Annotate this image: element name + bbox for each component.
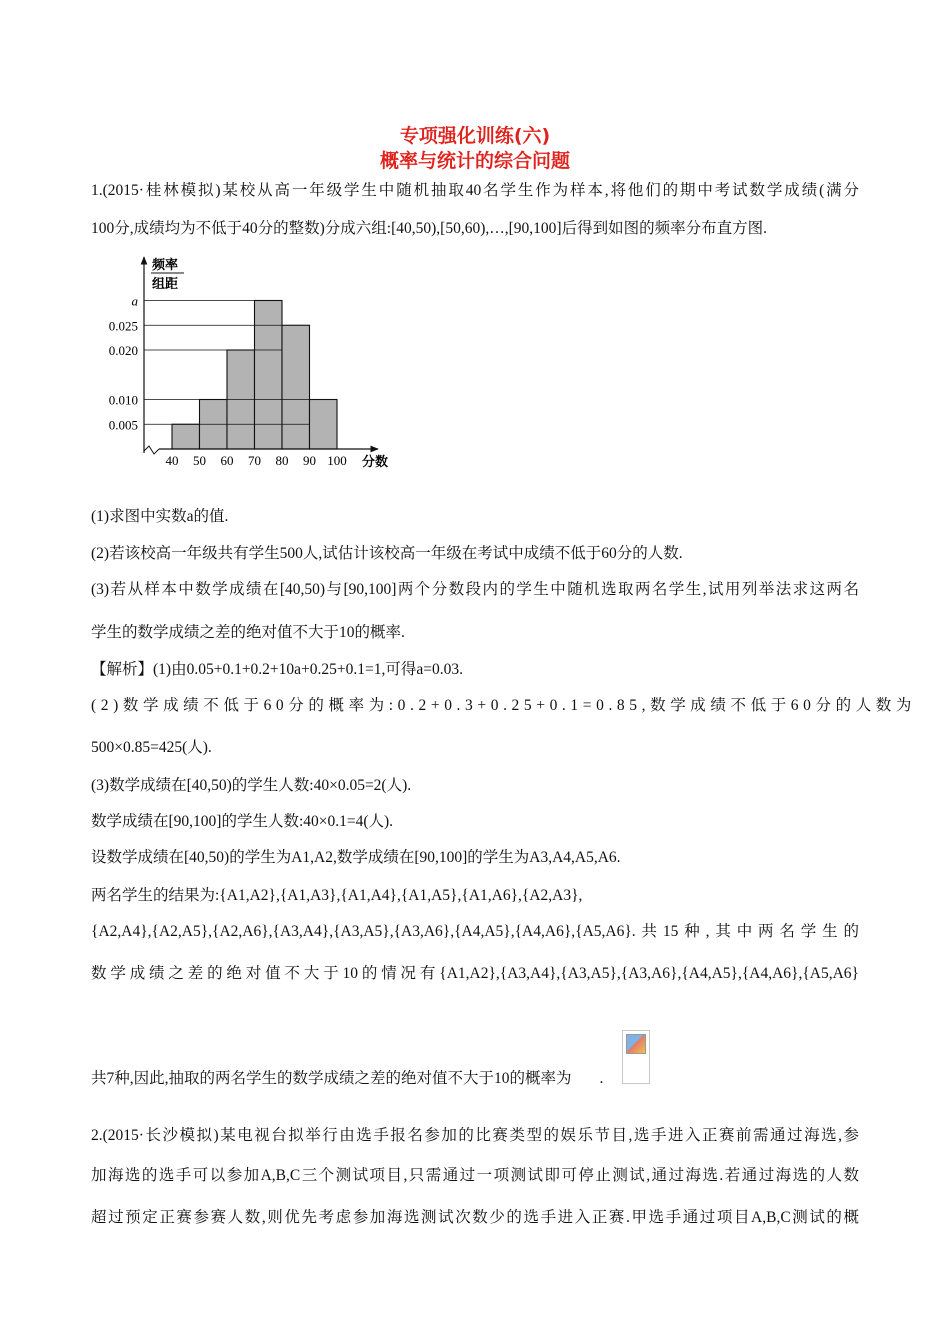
solution-part-2-line-2: 500×0.85=425(人).	[91, 739, 212, 756]
axis-break	[144, 446, 159, 454]
title-line-1: 专项强化训练(六)	[399, 125, 551, 147]
q1-part-3-line-1: (3)若从样本中数学成绩在[40,50)与[90,100]两个分数段内的学生中随机选取两名学生,试用列举法求这两名	[91, 581, 859, 598]
y-label-bottom: 组距	[152, 276, 179, 291]
x-tick-label: 90	[303, 453, 316, 468]
solution-part-3-line-5: {A2,A4},{A2,A5},{A2,A6},{A3,A4},{A3,A5},{A3,A6},{A4,A5},{A4,A6},{A5,A6}.共15种,其中两名学生的	[91, 923, 859, 940]
y-tick-label: 0.025	[108, 318, 138, 334]
y-tick-label: 0.020	[108, 343, 138, 358]
title-line-2: 概率与统计的综合问题	[379, 150, 570, 172]
y-tick-label: 0.010	[108, 392, 138, 408]
solution-part-3-line-3: 设数学成绩在[40,50)的学生为A1,A2,数学成绩在[90,100]的学生为A3,A4,A5,A6.	[91, 849, 621, 866]
x-tick-label: 80	[275, 453, 289, 468]
frequency-histogram	[96, 255, 400, 475]
x-tick-label: 70	[248, 453, 261, 468]
solution-part-1: 【解析】(1)由0.05+0.1+0.2+10a+0.25+0.1=1,可得a=0.03.	[91, 661, 464, 678]
histogram-bar-80-90	[282, 325, 310, 449]
q2-line-3: 超过预定正赛参赛人数,则优先考虑参加海选测试次数少的选手进入正赛.甲选手通过项目A,B,C测试的概	[91, 1209, 859, 1226]
x-tick-label: 40	[165, 453, 179, 468]
x-tick-label: 50	[193, 453, 206, 468]
q2-line-1: 2.(2015·长沙模拟)某电视台拟举行由选手报名参加的比赛类型的娱乐节目,选手进入正赛前需通过海选,参	[91, 1127, 859, 1144]
solution-part-3-line-6: 数学成绩之差的绝对值不大于10的情况有{A1,A2},{A3,A4},{A3,A5},{A3,A6},{A4,A5},{A4,A6},{A5,A6}	[91, 965, 859, 982]
q1-part-3-line-2: 学生的数学成绩之差的绝对值不大于10的概率.	[91, 624, 405, 641]
x-axis-label: 分数	[362, 454, 389, 469]
fraction-image-placeholder	[622, 1030, 650, 1084]
solution-part-3-line-2: 数学成绩在[90,100]的学生人数:40×0.1=4(人).	[91, 813, 394, 830]
histogram-bar-40-50	[172, 424, 200, 449]
x-tick-label: 60	[220, 453, 234, 468]
solution-part-3-line-1: (3)数学成绩在[40,50)的学生人数:40×0.05=2(人).	[91, 777, 412, 794]
solution-part-2-line-1: (2)数学成绩不低于60分的概率为:0.2+0.3+0.25+0.1=0.85,数学成绩不低于60分的人数为	[91, 697, 916, 714]
q1-line-1: 1.(2015·桂林模拟)某校从高一年级学生中随机抽取40名学生作为样本,将他们的期中考试数学成绩(满分	[91, 182, 859, 199]
broken-image-icon	[626, 1034, 646, 1054]
x-tick-label: 100	[327, 453, 347, 468]
y-label-top: 频率	[152, 257, 179, 272]
histogram-bar-70-80	[255, 301, 283, 450]
y-tick-label: a	[131, 293, 138, 309]
q1-part-1: (1)求图中实数a的值.	[91, 508, 229, 525]
solution-conclusion-text: 共7种,因此,抽取的两名学生的数学成绩之差的绝对值不大于10的概率为	[91, 1070, 572, 1087]
solution-part-3-line-7	[91, 1066, 603, 1088]
y-tick-label: 0.005	[108, 417, 138, 433]
solution-conclusion-period: .	[599, 1070, 604, 1087]
q2-line-2: 加海选的选手可以参加A,B,C三个测试项目,只需通过一项测试即可停止测试,通过海选.若通过海选的人数	[91, 1167, 859, 1184]
q1-line-2: 100分,成绩均为不低于40分的整数)分成六组:[40,50),[50,60),…,[90,100]后得到如图的频率分布直方图.	[91, 220, 767, 237]
histogram-bar-90-100	[310, 400, 338, 450]
q1-part-2: (2)若该校高一年级共有学生500人,试估计该校高一年级在考试中成绩不低于60分的人数.	[91, 545, 683, 562]
solution-part-3-line-4: 两名学生的结果为:{A1,A2},{A1,A3},{A1,A4},{A1,A5},{A1,A6},{A2,A3},	[91, 887, 583, 904]
